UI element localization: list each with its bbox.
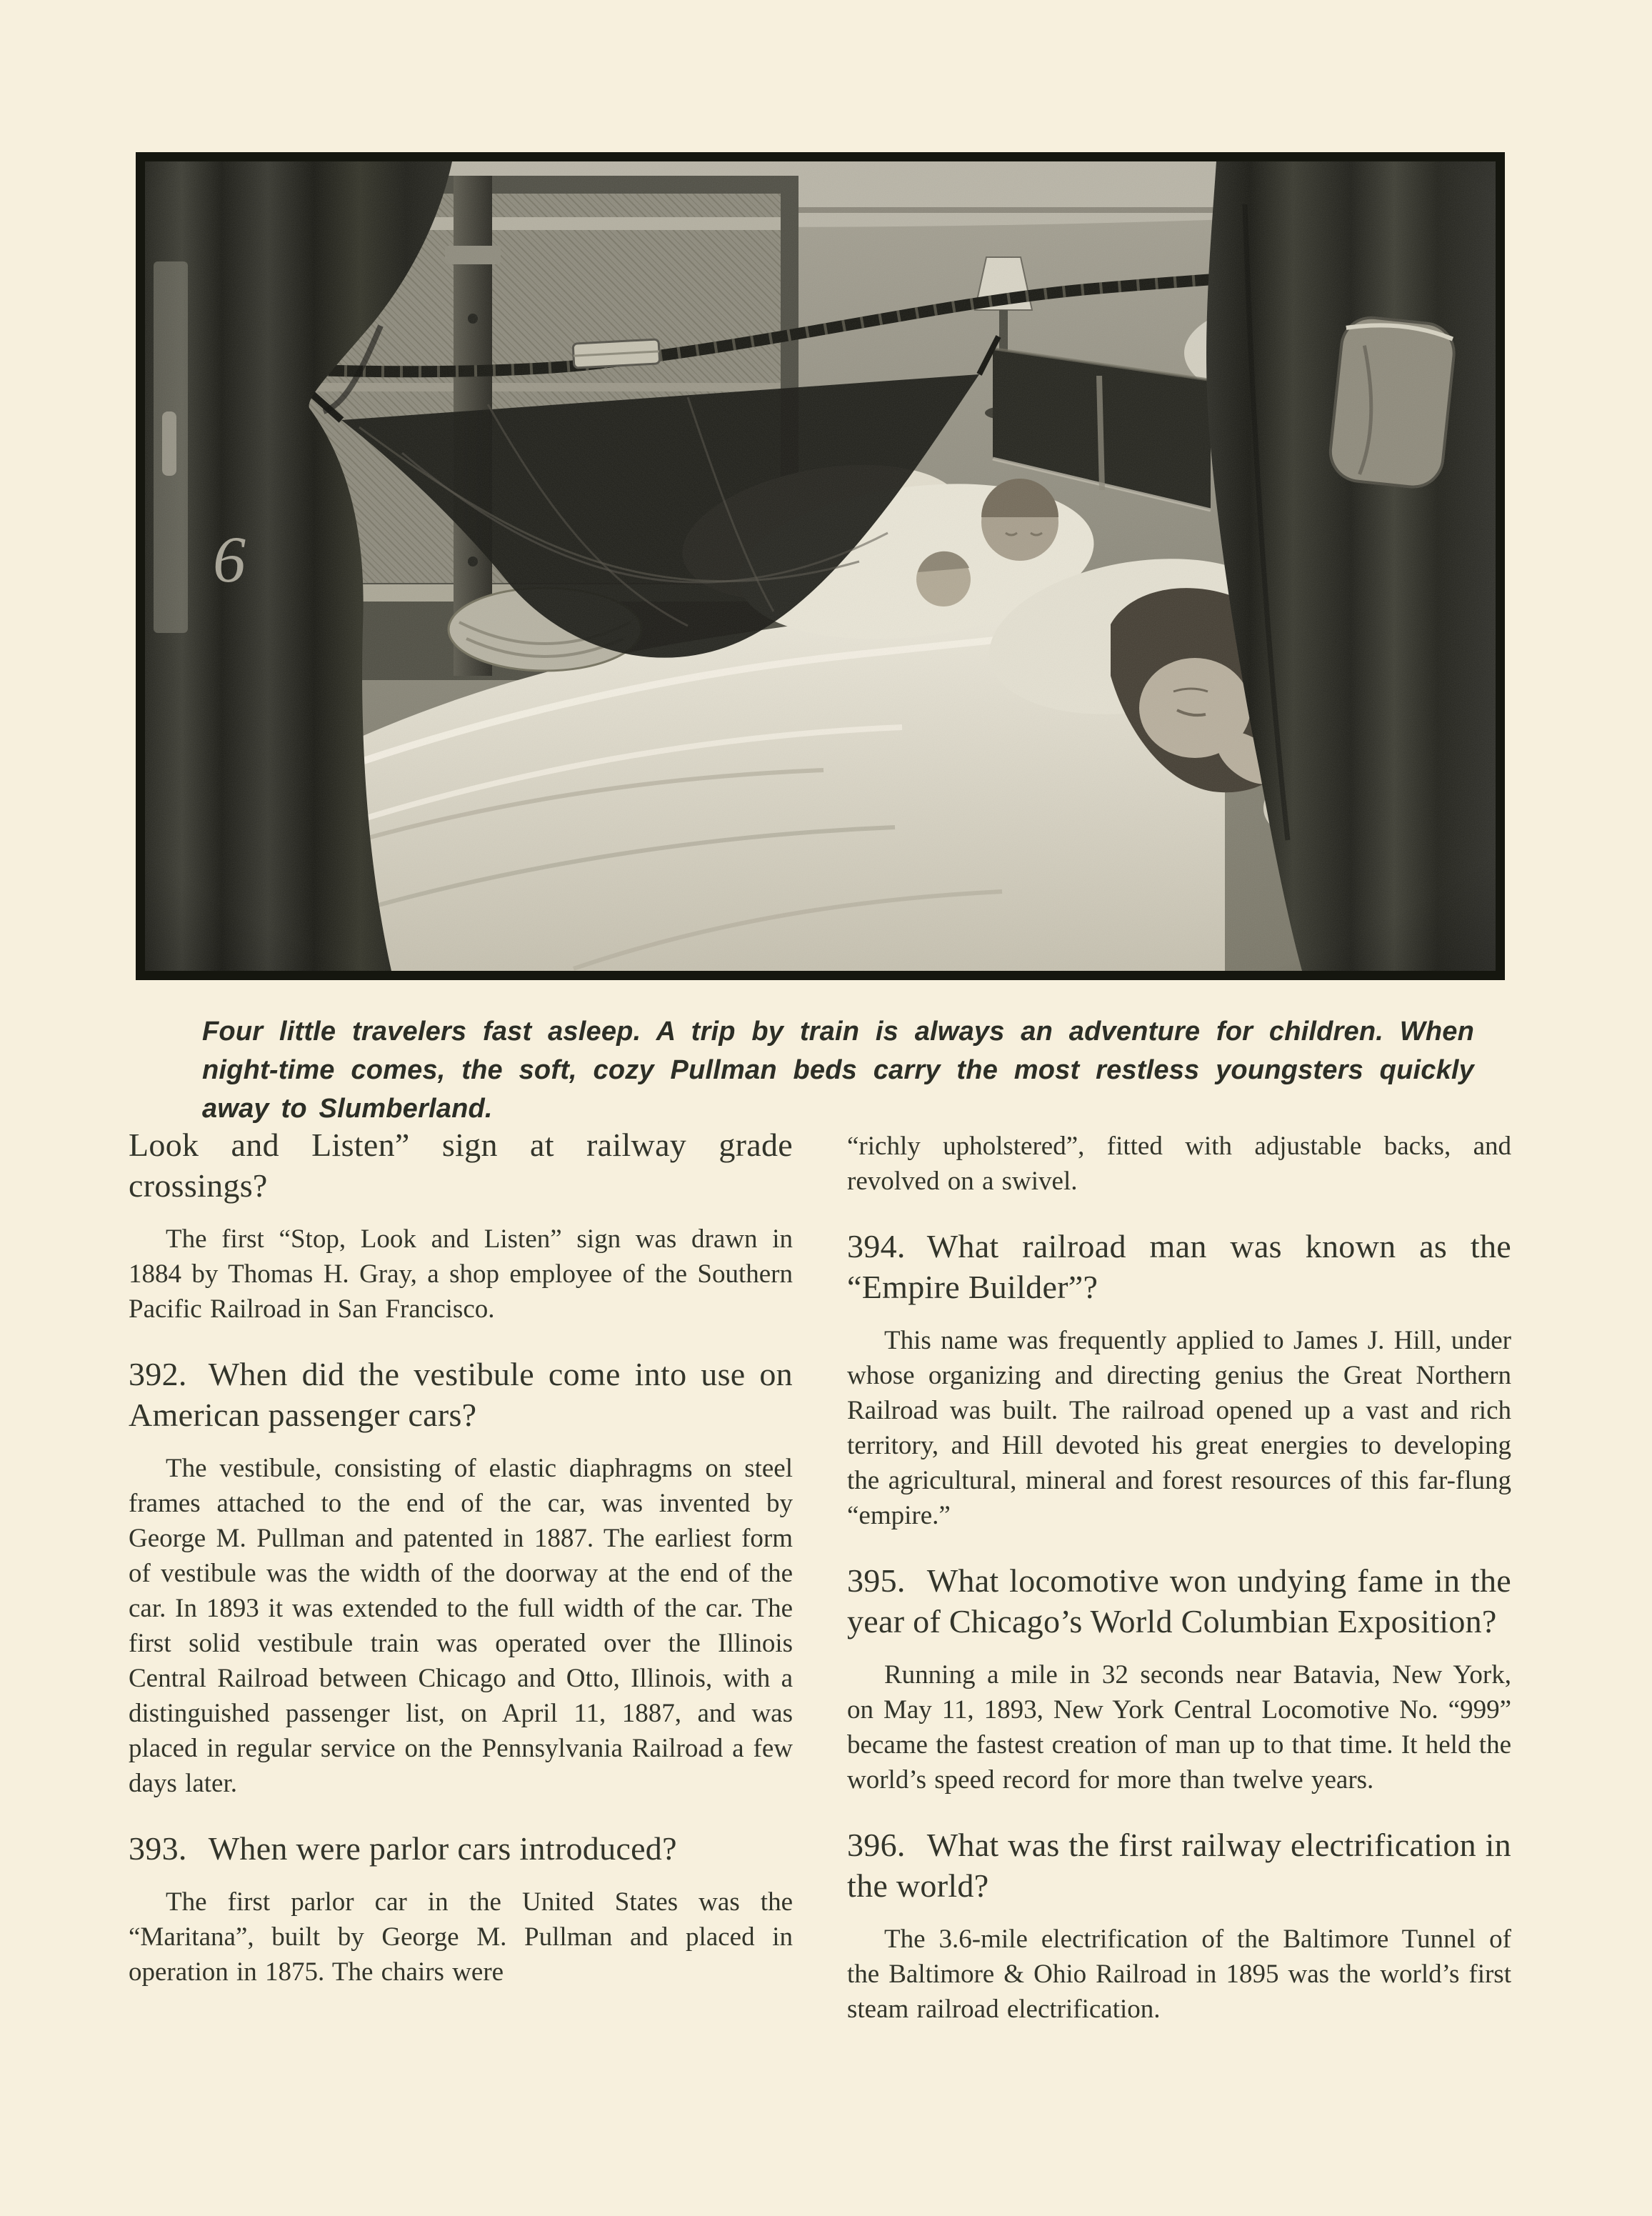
question-heading-continued (129, 1124, 793, 1206)
question-heading-393 (129, 1828, 793, 1869)
question-text: What locomotive won undying fame in the year of Chicago’s World Columbian Exposition? (847, 1562, 1511, 1639)
question-number: 393. (129, 1830, 187, 1867)
question-number: 395. (847, 1562, 906, 1599)
question-heading-394 (847, 1226, 1511, 1307)
answer-paragraph-394: This name was frequently applied to James J. Hill, under whose organizing and directing genius the Great Northern Railroad was built. The railroad opened up a vast and rich territory, and Hill devoted his great energies to developing the agricultural, mineral and forest resources of this far-flung “empire.” (847, 1326, 1511, 1530)
question-number: 394. (847, 1228, 906, 1264)
answer-paragraph-396: The 3.6-mile electrification of the Baltimore Tunnel of the Baltimore & Ohio Railroad in 1895 was the world’s first steam railroad electrification. (847, 1925, 1511, 2024)
photo-illustration (145, 161, 1496, 971)
question-text: Look and Listen” sign at railway grade crossings? (129, 1127, 793, 1204)
question-heading-392 (129, 1354, 793, 1435)
answer-paragraph-393-continued: “richly upholstered”, fitted with adjustable backs, and revolved on a swivel. (847, 1132, 1511, 1196)
question-text: When did the vestibule come into use on American passenger cars? (129, 1356, 793, 1433)
question-number: 392. (129, 1356, 187, 1392)
question-text: What was the first railway electrification in the world? (847, 1827, 1511, 1904)
question-text: What railroad man was known as the “Empire Builder”? (847, 1228, 1511, 1305)
photo-caption: Four little travelers fast asleep. A trip by train is always an adventure for children. When night-time comes, the soft, cozy Pullman beds carry the most restless youngsters quickly away to Slumberland. (202, 1017, 1474, 1124)
answer-paragraph-391: The first “Stop, Look and Listen” sign was drawn in 1884 by Thomas H. Gray, a shop employee of the Southern Pacific Railroad in San Francisco. (129, 1224, 793, 1324)
vignette (145, 161, 1496, 971)
question-heading-395 (847, 1560, 1511, 1642)
question-text: When were parlor cars introduced? (208, 1830, 677, 1867)
text-column-left (129, 1124, 793, 1998)
text-column-right (847, 1124, 1511, 2035)
pullman-berth-photo (136, 152, 1505, 980)
answer-paragraph-395: Running a mile in 32 seconds near Batavia, New York, on May 11, 1893, New York Central Locomotive No. “999” became the fastest creation of man up to that time. It held the world’s speed record for more than twelve years. (847, 1660, 1511, 1795)
answer-paragraph-393: The first parlor car in the United States was the “Maritana”, built by George M. Pullman and placed in operation in 1875. The chairs were (129, 1887, 793, 1987)
question-heading-396 (847, 1825, 1511, 1906)
question-number: 396. (847, 1827, 906, 1863)
answer-paragraph-392: The vestibule, consisting of elastic diaphragms on steel frames attached to the end of the car, was invented by George M. Pullman and patented in 1887. The earliest form of vestibule was the width of the doorway at the end of the car. In 1893 it was extended to the full width of the car. The first solid vestibule train was operated over the Illinois Central Railroad between Chicago and Otto, Illinois, with a distinguished passenger list, on April 11, 1887, and was placed in regular service on the Pennsylvania Railroad a few days later. (129, 1454, 793, 1798)
